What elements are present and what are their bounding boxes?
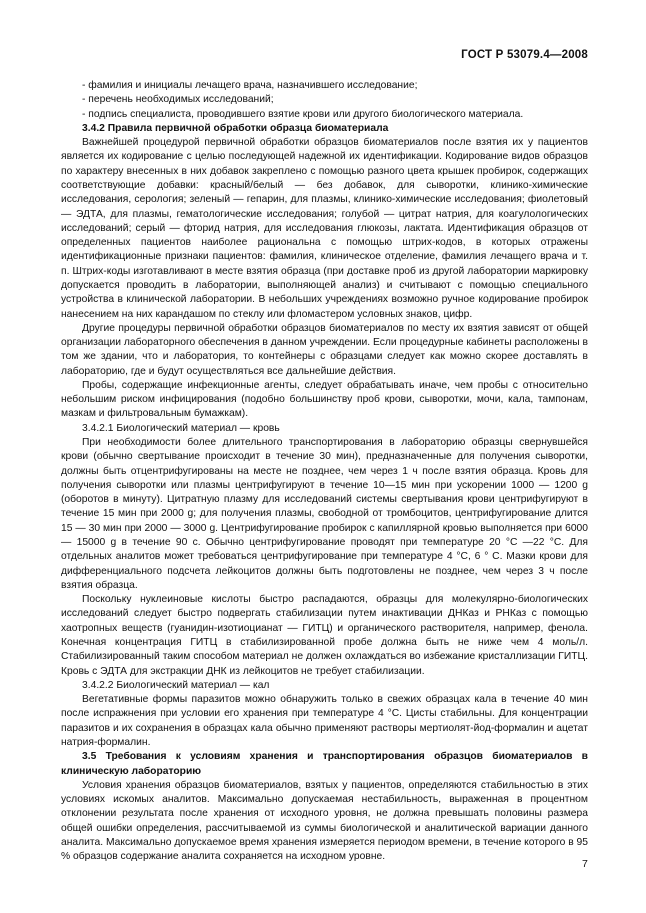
standard-header: ГОСТ Р 53079.4—2008 — [461, 49, 588, 61]
section-heading-3-4-2: 3.4.2 Правила первичной обработки образца биоматериала — [82, 122, 389, 134]
section-heading-3-5: 3.5 Требования к условиям хранения и транспортирования образцов биоматериалов в клиническую лабораторию — [61, 751, 588, 777]
list-item-doctor: - фамилия и инициалы лечащего врача, назначившего исследование; — [82, 80, 418, 91]
paragraph-blood: При необходимости более длительного транспортирования в лабораторию образцы свернувшейся крови (обычно свертывание происходит в течение 30 мин), предназначенные для получения сыворотки, должны быть отцентрифугированы на месте не позднее, чем через 1 ч после взятия образца. Кровь для получения сыворотки или плазмы центрифугируют в течение 10—15 мин при ускорении 1000 — 1200 g (оборотов в минуту). Цитратную плазму для исследований системы свертывания крови центрифугируют в течение 15 мин при 2000 g; для получения плазмы, свободной от тромбоцитов, центрифугирование длится 15 — 30 мин при 2000 — 3000 g. Центрифугирование пробирок с капиллярной кровью выполняется при 6000 — 15000 g в течение 90 с. Обычно центрифугирование проводят при температуре 20 °С —22 °С. Для отдельных аналитов может требоваться центрифугирование при температуре 4 °С, 6 ° С. Мазки крови для дифференциального подсчета лейкоцитов должны быть подготовлены не позднее, чем через 3 ч после взятия образца. — [61, 437, 588, 591]
paragraph-stool: Вегетативные формы паразитов можно обнаружить только в свежих образцах кала в течение 40 мин после испражнения при условии его хранения при температуре 4 °С. Цисты стабильны. Для концентрации паразитов и их сохранения в образцах кала обычно применяют растворы мертиолят-йод-формалин и ацетат натрия-формалин. — [61, 694, 588, 748]
paragraph-nucleic-acids: Поскольку нуклеиновые кислоты быстро распадаются, образцы для молекулярно-биологических исследований следует быстро подвергать стабилизации путем инактивации ДНКаз и РНКаз с помощью хаотропных веществ (гуанидин-изотиоцианат — ГИТЦ) и органического растворителя, например, фенола. Конечная концентрация ГИТЦ в стабилизированной пробе должна быть не ниже чем 4 моль/л. Стабилизированный таким способом материал не должен охлаждаться во избежание кристаллизации ГИТЦ. Кровь с ЭДТА для экстракции ДНК из лейкоцитов не требует стабилизации. — [61, 594, 588, 677]
list-item-signature: - подпись специалиста, проводившего взятие крови или другого биологического материала. — [82, 108, 524, 120]
subsection-heading-stool: 3.4.2.2 Биологический материал — кал — [82, 679, 270, 691]
paragraph-storage: Условия хранения образцов биоматериалов, взятых у пациентов, определяются стабильностью в этих условиях искомых аналитов. Максимально допускаемая нестабильность, выраженная в процентном отклонении результата после хранения от исходного уровня, не должна превышать половины размера общей ошибки определения, рассчитываемой из суммы биологической и аналитической вариации данного аналита. Максимально допускаемое время хранения измеряется периодом времени, в течение которого в 95 % образцов содержание аналита сохраняется на исходном уровне. — [61, 779, 588, 863]
list-item-tests: - перечень необходимых исследований; — [82, 94, 274, 106]
paragraph-infectious: Пробы, содержащие инфекционные агенты, следует обрабатывать иначе, чем пробы с относительно небольшим риском инфицирования (подобно большинству проб крови, сыворотки, мочи, кала, тампонам, мазкам и фильтровальным бумажкам). — [61, 379, 588, 420]
page-number: 7 — [582, 858, 588, 870]
paragraph-coding: Важнейшей процедурой первичной обработки образцов биоматериалов после взятия их у пациентов является их кодирование с целью последующей надежной их идентификации. Кодирование видов образцов по характеру внесенных в них добавок закреплено с помощью разного цвета крышек пробирок, содержащих соответствующие добавки: красный/белый — без добавок, для сыворотки, клинико-химические исследования, серология; зеленый — гепарин, для плазмы, клинико-химические исследования; фиолетовый — ЭДТА, для плазмы, гематологические исследования; голубой — цитрат натрия, для коагулологических исследований; серый — фторид натрия, для исследования глюкозы, лактата. Идентификация образцов от определенных пациентов наиболее рациональна с помощью штрих-кодов, в которых отражены идентификационные признаки пациентов: фамилия, клиническое отделение, фамилия лечащего врача и т. п. Штрих-коды изготавливают в месте взятия образца (при доставке проб из другой лаборатории маркировку допускается проводить в лаборатории, выполняющей анализ) и считывают с помощью специального устройства в клинической лаборатории. В небольших учреждениях возможно ручное кодирование пробирок нанесением на них карандашом по стеклу или фломастером условных знаков, цифр. — [61, 137, 588, 320]
paragraph-other-procedures: Другие процедуры первичной обработки образцов биоматериалов по месту их взятия зависят от общей организации лабораторного обеспечения в данном учреждении. Если процедурные кабинеты расположены в том же здании, что и лаборатория, то контейнеры с образцами следует как можно скорее доставлять в лабораторию, где и будут осуществляться все дальнейшие действия. — [61, 322, 588, 377]
subsection-heading-blood: 3.4.2.1 Биологический материал — кровь — [82, 422, 280, 434]
document-body — [61, 79, 588, 864]
